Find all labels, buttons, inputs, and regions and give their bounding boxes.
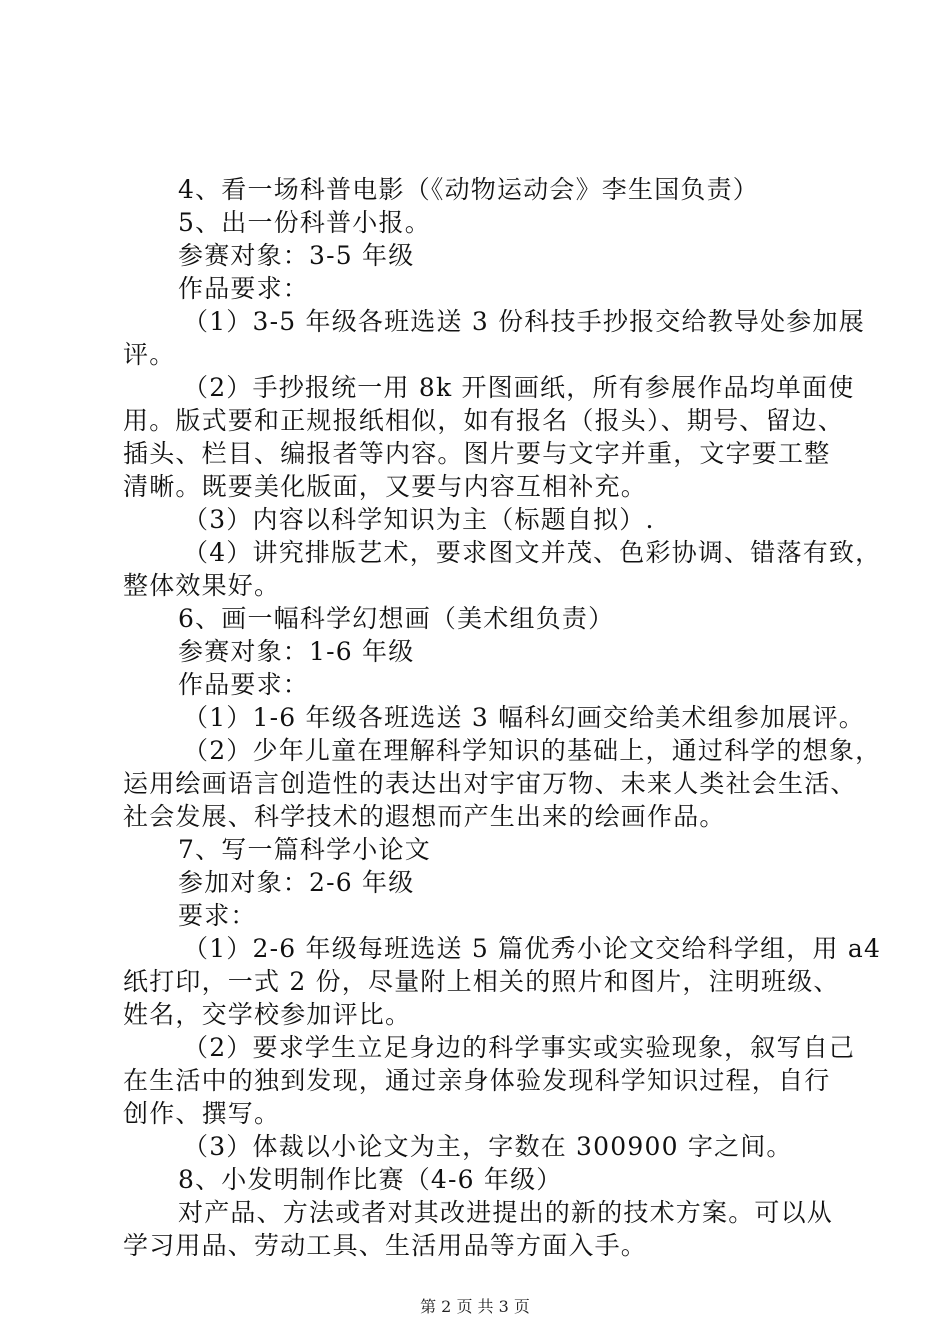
text-line: 参赛对象：3-5 年级 [178, 241, 415, 270]
text-line: 6、画一幅科学幻想画（美术组负责） [178, 604, 615, 633]
text-line: 参赛对象：1-6 年级 [178, 637, 415, 666]
text-line: 插头、栏目、编报者等内容。图片要与文字并重，文字要工整 [123, 439, 831, 468]
text-line: 作品要求： [178, 274, 310, 303]
text-line: 4、看一场科普电影（《动物运动会》李生国负责） [178, 175, 760, 204]
text-line: 运用绘画语言创造性的表达出对宇宙万物、未来人类社会生活、 [123, 769, 857, 798]
text-line: 创作、撰写。 [123, 1099, 281, 1128]
text-line: 学习用品、劳动工具、生活用品等方面入手。 [123, 1231, 648, 1260]
text-line: 整体效果好。 [123, 571, 281, 600]
text-line: 要求： [178, 901, 257, 930]
text-line: （3）体裁以小论文为主，字数在 300900 字之间。 [183, 1132, 793, 1161]
text-line: （2）要求学生立足身边的科学事实或实验现象，叙写自己 [183, 1033, 856, 1062]
text-line: 对产品、方法或者对其改进提出的新的技术方案。可以从 [178, 1198, 834, 1227]
text-line: （2）手抄报统一用 8k 开图画纸，所有参展作品均单面使 [183, 373, 855, 402]
text-line: （1）2-6 年级每班选送 5 篇优秀小论文交给科学组，用 a4 [183, 934, 882, 963]
text-line: 8、小发明制作比赛（4-6 年级） [178, 1165, 563, 1194]
text-line: （3）内容以科学知识为主（标题自拟）. [183, 505, 655, 534]
text-line: 用。版式要和正规报纸相似，如有报名（报头）、期号、留边、 [123, 406, 845, 435]
text-line: 纸打印，一式 2 份，尽量附上相关的照片和图片，注明班级、 [123, 967, 840, 996]
text-line: 5、出一份科普小报。 [178, 208, 431, 237]
text-line: 参加对象：2-6 年级 [178, 868, 415, 897]
text-line: （1）1-6 年级各班选送 3 幅科幻画交给美术组参加展评。 [183, 703, 865, 732]
text-line: （4）讲究排版艺术，要求图文并茂、色彩协调、错落有致， [183, 538, 882, 567]
text-line: 7、写一篇科学小论文 [178, 835, 431, 864]
page-footer: 第 2 页 共 3 页 [420, 1297, 530, 1316]
text-line: 姓名，交学校参加评比。 [123, 1000, 412, 1029]
text-line: （1）3-5 年级各班选送 3 份科技手抄报交给教导处参加展 [183, 307, 865, 336]
text-line: 社会发展、科学技术的遐想而产生出来的绘画作品。 [123, 802, 726, 831]
text-line: （2）少年儿童在理解科学知识的基础上，通过科学的想象， [183, 736, 882, 765]
text-line: 清晰。既要美化版面，又要与内容互相补充。 [123, 472, 648, 501]
document-body [123, 173, 882, 1262]
text-line: 在生活中的独到发现，通过亲身体验发现科学知识过程，自行 [123, 1066, 831, 1095]
text-line: 作品要求： [178, 670, 310, 699]
text-line: 评。 [123, 340, 176, 369]
